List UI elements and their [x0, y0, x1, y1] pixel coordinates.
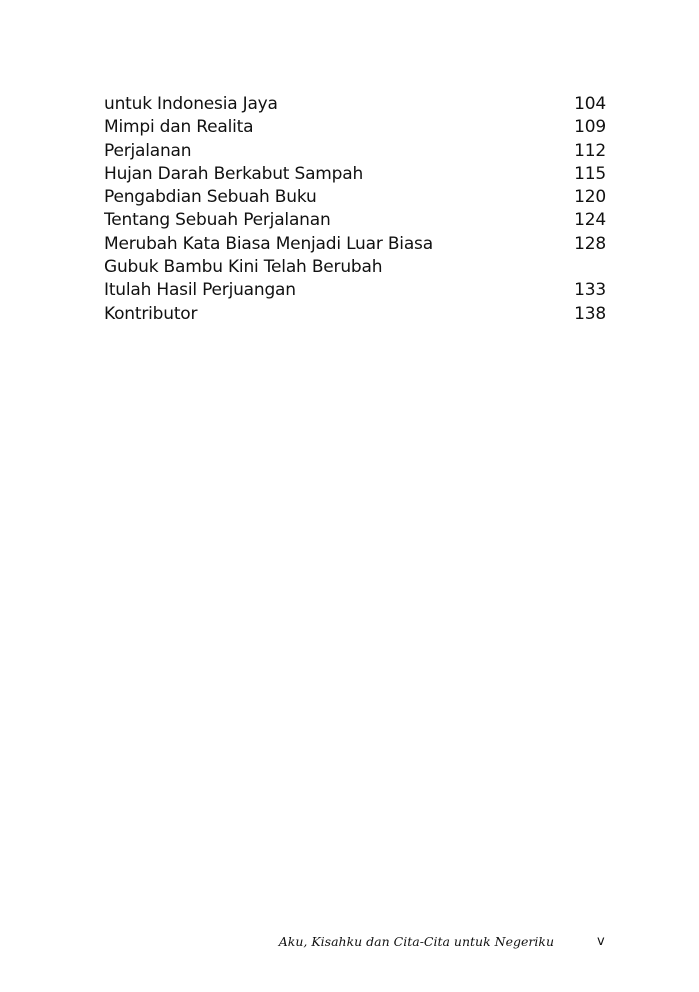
toc-entry-page: 120 [574, 187, 606, 208]
table-of-contents [104, 93, 606, 326]
toc-entry [104, 186, 606, 209]
toc-entry [104, 303, 606, 326]
toc-entry [104, 233, 606, 256]
running-footer-title: Aku, Kisahku dan Cita-Cita untuk Negeriku [278, 934, 554, 949]
toc-entry [104, 140, 606, 163]
toc-entry-page: 138 [574, 303, 606, 324]
toc-entry-title: Merubah Kata Biasa Menjadi Luar Biasa [104, 233, 433, 254]
toc-entry-page: 133 [574, 280, 606, 301]
toc-entry-page: 112 [574, 140, 606, 161]
toc-entry-title: Perjalanan [104, 140, 192, 161]
toc-entry-title: Tentang Sebuah Perjalanan [104, 210, 331, 231]
toc-entry-page: 124 [574, 210, 606, 231]
toc-entry-page: 128 [574, 233, 606, 254]
toc-entry [104, 116, 606, 139]
toc-entry-title: Itulah Hasil Perjuangan [104, 280, 296, 301]
toc-entry [104, 279, 606, 302]
toc-entry-page: 109 [574, 117, 606, 138]
page-number: v [597, 934, 605, 949]
toc-entry-title: untuk Indonesia Jaya [104, 94, 278, 114]
toc-entry-title: Hujan Darah Berkabut Sampah [104, 163, 364, 184]
toc-entry-title: Mimpi dan Realita [104, 117, 254, 138]
toc-entry-title: Gubuk Bambu Kini Telah Berubah [104, 257, 383, 278]
toc-entry [104, 163, 606, 186]
toc-entry-page: 115 [574, 163, 606, 184]
toc-entry [104, 93, 606, 116]
toc-entry-page: 104 [574, 94, 606, 114]
toc-entry-title: Kontributor [104, 303, 198, 324]
toc-entry [104, 256, 606, 279]
toc-entry [104, 209, 606, 232]
page-footer [0, 932, 699, 952]
toc-entry-title: Pengabdian Sebuah Buku [104, 187, 317, 208]
